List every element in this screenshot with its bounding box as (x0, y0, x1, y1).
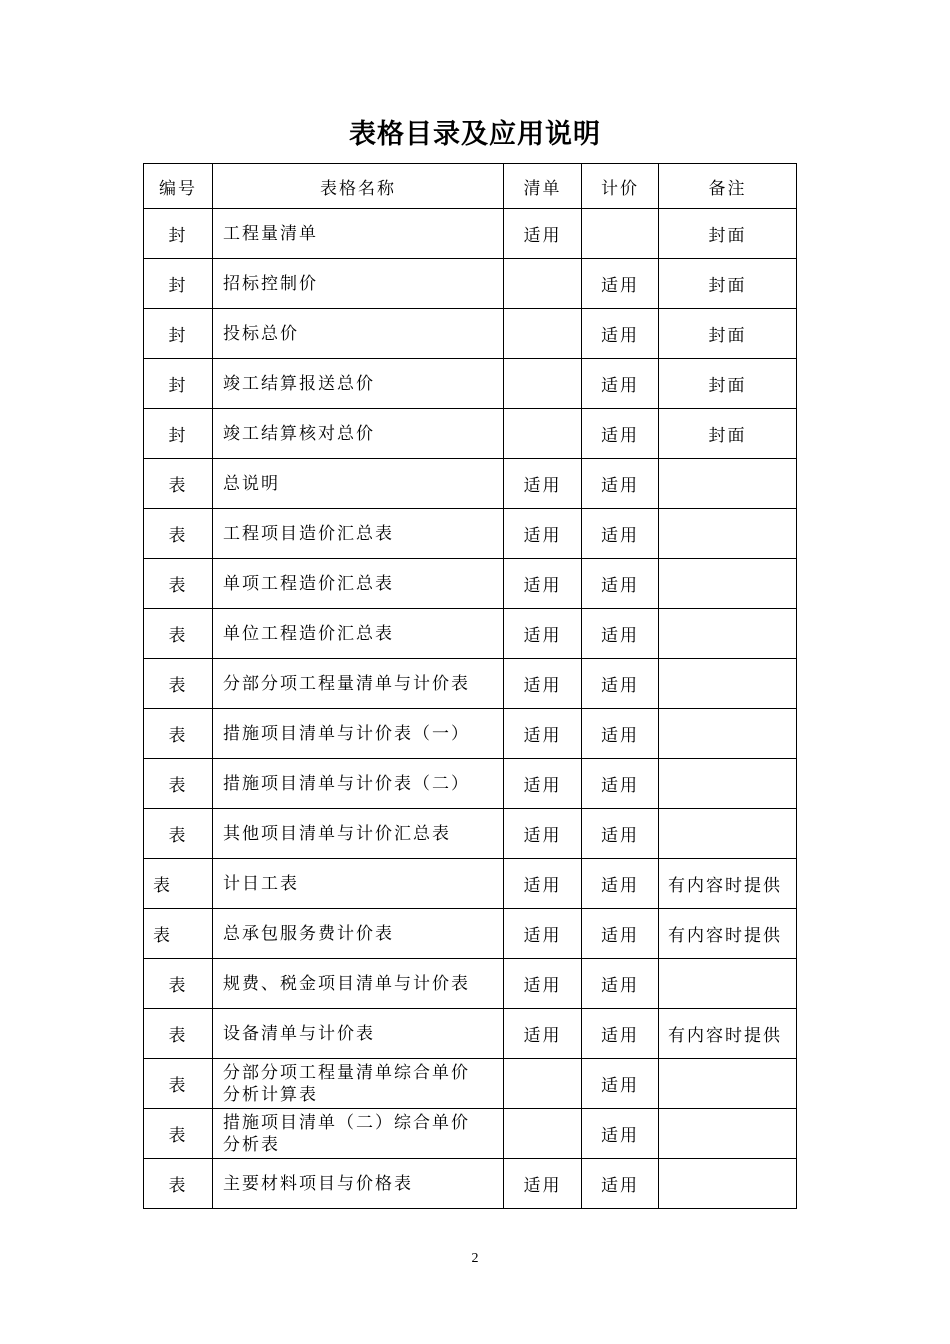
table-row (144, 559, 797, 609)
cell-code: 表 (144, 659, 213, 709)
table-row (144, 209, 797, 259)
table-row (144, 409, 797, 459)
cell-note (659, 1159, 797, 1209)
table-row (144, 709, 797, 759)
cell-name: 竣工结算核对总价 (213, 409, 504, 459)
cell-list (504, 1109, 582, 1159)
cell-pricing: 适用 (582, 509, 659, 559)
cell-pricing: 适用 (582, 409, 659, 459)
cell-pricing: 适用 (582, 659, 659, 709)
cell-code: 表 (144, 709, 213, 759)
table-row (144, 1109, 797, 1159)
table-row (144, 459, 797, 509)
cell-pricing: 适用 (582, 759, 659, 809)
cell-pricing: 适用 (582, 809, 659, 859)
table-row (144, 509, 797, 559)
cell-pricing: 适用 (582, 1059, 659, 1109)
cell-list: 适用 (504, 909, 582, 959)
cell-note (659, 1059, 797, 1109)
cell-note (659, 809, 797, 859)
cell-name: 措施项目清单与计价表（二） (213, 759, 504, 809)
cell-name: 分部分项工程量清单与计价表 (213, 659, 504, 709)
cell-note (659, 959, 797, 1009)
cell-list: 适用 (504, 759, 582, 809)
cell-name: 措施项目清单（二）综合单价分析表 (213, 1109, 504, 1159)
cell-list: 适用 (504, 509, 582, 559)
cell-code: 表 (144, 509, 213, 559)
cell-pricing: 适用 (582, 959, 659, 1009)
cell-name: 招标控制价 (213, 259, 504, 309)
table-row (144, 259, 797, 309)
cell-code: 表 (144, 1009, 213, 1059)
cell-code: 封 (144, 209, 213, 259)
cell-list: 适用 (504, 1159, 582, 1209)
cell-list: 适用 (504, 1009, 582, 1059)
cell-code: 表 (144, 959, 213, 1009)
table-body (144, 209, 797, 1209)
cell-code: 表 (144, 1059, 213, 1109)
cell-list (504, 309, 582, 359)
form-catalog-table (143, 163, 797, 1209)
cell-code: 表 (144, 809, 213, 859)
cell-list: 适用 (504, 859, 582, 909)
cell-list: 适用 (504, 709, 582, 759)
header-pricing: 计价 (582, 164, 659, 209)
cell-pricing: 适用 (582, 309, 659, 359)
cell-note: 有内容时提供 (659, 859, 797, 909)
cell-name: 分部分项工程量清单综合单价分析计算表 (213, 1059, 504, 1109)
cell-list (504, 409, 582, 459)
cell-list: 适用 (504, 559, 582, 609)
cell-list (504, 1059, 582, 1109)
cell-list (504, 359, 582, 409)
cell-code: 表 (144, 1109, 213, 1159)
header-code: 编号 (144, 164, 213, 209)
cell-list: 适用 (504, 459, 582, 509)
page-title: 表格目录及应用说明 (349, 119, 601, 150)
cell-pricing: 适用 (582, 909, 659, 959)
cell-name: 工程量清单 (213, 209, 504, 259)
cell-pricing: 适用 (582, 559, 659, 609)
cell-code: 表 (144, 559, 213, 609)
cell-pricing: 适用 (582, 359, 659, 409)
cell-pricing (582, 209, 659, 259)
cell-pricing: 适用 (582, 259, 659, 309)
table-row (144, 809, 797, 859)
cell-name: 其他项目清单与计价汇总表 (213, 809, 504, 859)
cell-note (659, 459, 797, 509)
cell-name: 规费、税金项目清单与计价表 (213, 959, 504, 1009)
cell-note: 封面 (659, 409, 797, 459)
cell-list (504, 259, 582, 309)
cell-pricing: 适用 (582, 609, 659, 659)
cell-name: 措施项目清单与计价表（一） (213, 709, 504, 759)
cell-list: 适用 (504, 609, 582, 659)
cell-name: 总说明 (213, 459, 504, 509)
header-name: 表格名称 (213, 164, 504, 209)
cell-name: 投标总价 (213, 309, 504, 359)
page-number: 2 (471, 1251, 479, 1266)
cell-name: 主要材料项目与价格表 (213, 1159, 504, 1209)
cell-pricing: 适用 (582, 709, 659, 759)
table-row (144, 1009, 797, 1059)
cell-code: 封 (144, 409, 213, 459)
cell-pricing: 适用 (582, 459, 659, 509)
cell-list: 适用 (504, 209, 582, 259)
cell-note (659, 559, 797, 609)
cell-code: 表 (144, 759, 213, 809)
cell-code: 表 (144, 859, 213, 909)
table-row (144, 1059, 797, 1109)
cell-pricing: 适用 (582, 1009, 659, 1059)
cell-pricing: 适用 (582, 1159, 659, 1209)
cell-code: 封 (144, 259, 213, 309)
table-row (144, 359, 797, 409)
cell-code: 封 (144, 359, 213, 409)
cell-code: 表 (144, 459, 213, 509)
cell-name: 设备清单与计价表 (213, 1009, 504, 1059)
cell-list: 适用 (504, 959, 582, 1009)
cell-pricing: 适用 (582, 859, 659, 909)
cell-list: 适用 (504, 659, 582, 709)
table-row (144, 609, 797, 659)
cell-code: 表 (144, 609, 213, 659)
cell-note: 有内容时提供 (659, 909, 797, 959)
cell-name: 单项工程造价汇总表 (213, 559, 504, 609)
cell-list: 适用 (504, 809, 582, 859)
table-row (144, 1159, 797, 1209)
cell-pricing: 适用 (582, 1109, 659, 1159)
header-note: 备注 (659, 164, 797, 209)
cell-note: 有内容时提供 (659, 1009, 797, 1059)
cell-name: 单位工程造价汇总表 (213, 609, 504, 659)
table-row (144, 659, 797, 709)
cell-note (659, 709, 797, 759)
cell-name: 计日工表 (213, 859, 504, 909)
cell-note (659, 609, 797, 659)
table-row (144, 959, 797, 1009)
table-row (144, 759, 797, 809)
cell-name: 总承包服务费计价表 (213, 909, 504, 959)
cell-note: 封面 (659, 259, 797, 309)
cell-code: 表 (144, 1159, 213, 1209)
table-header-row (144, 164, 797, 209)
cell-code: 表 (144, 909, 213, 959)
cell-note: 封面 (659, 309, 797, 359)
cell-note (659, 659, 797, 709)
cell-note: 封面 (659, 359, 797, 409)
cell-name: 工程项目造价汇总表 (213, 509, 504, 559)
cell-name: 竣工结算报送总价 (213, 359, 504, 409)
cell-note (659, 1109, 797, 1159)
table-row (144, 859, 797, 909)
table-row (144, 909, 797, 959)
table-row (144, 309, 797, 359)
cell-code: 封 (144, 309, 213, 359)
cell-note: 封面 (659, 209, 797, 259)
cell-note (659, 509, 797, 559)
header-list: 清单 (504, 164, 582, 209)
cell-note (659, 759, 797, 809)
